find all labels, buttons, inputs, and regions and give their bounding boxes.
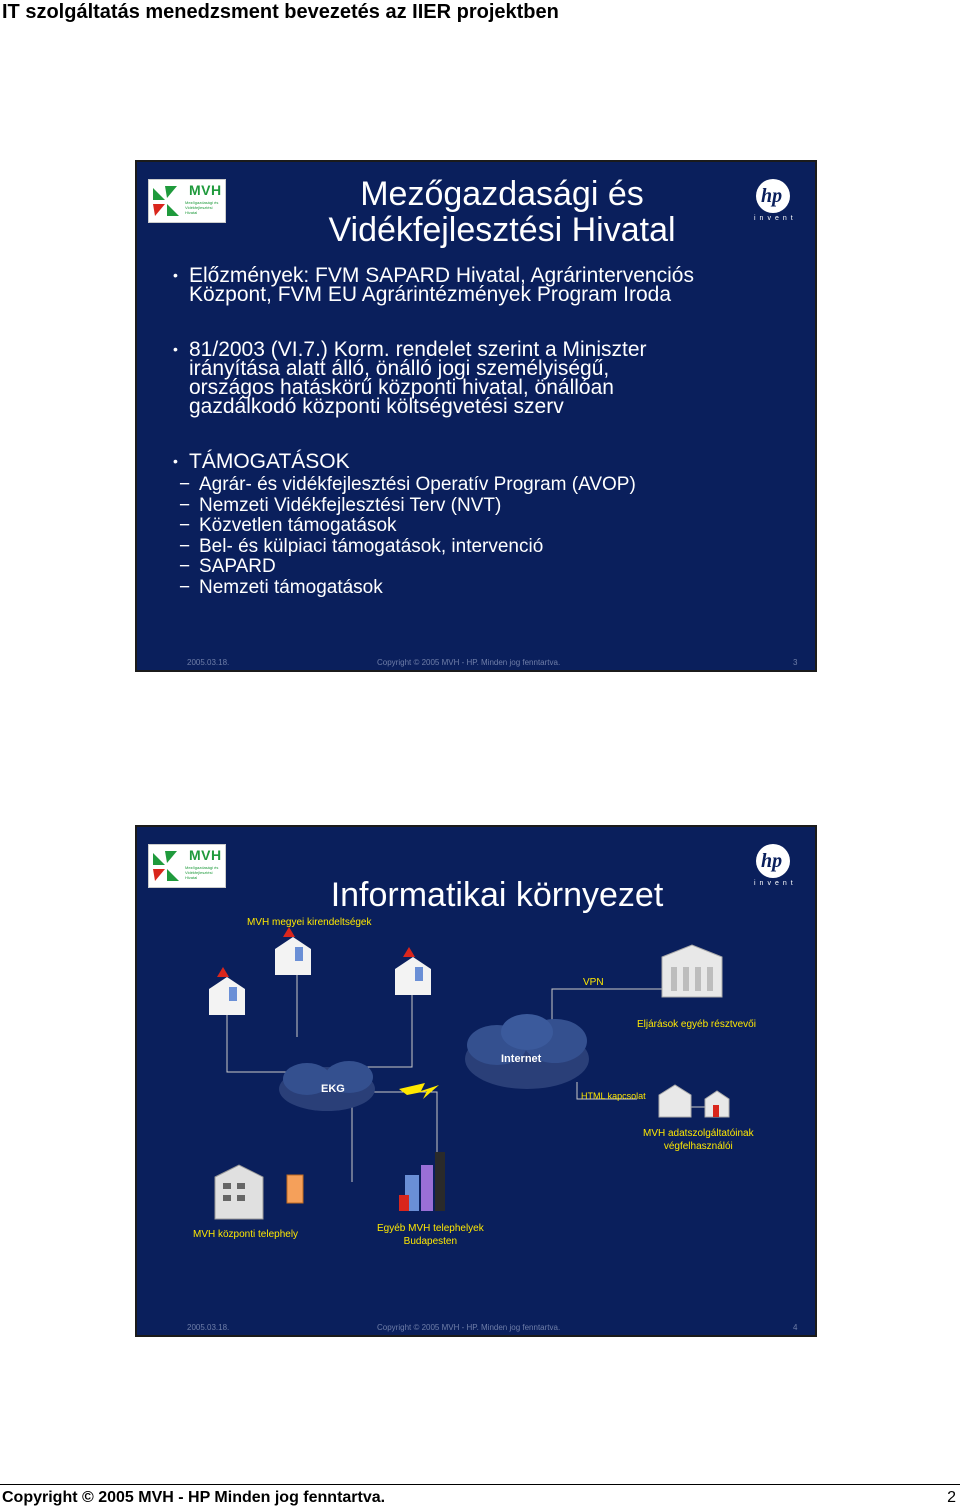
subsidy-item: − Nemzeti támogatások [173, 578, 773, 599]
slide-it-environment [135, 825, 817, 1337]
slide-date: 2005.03.18. [187, 1323, 230, 1332]
central-site-building-icon [215, 1165, 263, 1219]
slide-footer [137, 658, 817, 672]
mvh-logo-text: MVH [189, 847, 222, 863]
subsidy-item: − Nemzeti Vidékfejlesztési Terv (NVT) [173, 496, 773, 517]
label-procedure-participants: Eljárások egyéb résztvevői [637, 1019, 756, 1030]
other-sites-building-icon [399, 1152, 445, 1211]
county-office-icon [395, 947, 431, 995]
label-service-users [643, 1127, 754, 1153]
label-other-sites [377, 1222, 484, 1248]
label-line: Egyéb MVH telephelyek [377, 1223, 484, 1234]
bullet-subsidies [173, 452, 773, 598]
bullet-line: • TÁMOGATÁSOK [189, 450, 350, 473]
subsidy-item: − Közvetlen támogatások [173, 516, 773, 537]
user-house-icon [659, 1085, 691, 1117]
bullet-line: Központ, FVM EU Agrárintézmények Program Iroda [189, 283, 672, 306]
government-building-icon [662, 945, 722, 997]
subsidy-item: − Bel- és külpiaci támogatások, intervenció [173, 537, 773, 558]
subsidy-list [173, 475, 773, 598]
label-internet: Internet [501, 1053, 542, 1065]
mvh-logo-subtext: Mezőgazdasági és Vidékfejlesztési Hivatal [185, 200, 219, 215]
user-house-icon [705, 1091, 729, 1117]
slide-mvh-overview [135, 160, 817, 672]
subsidy-item: − SAPARD [173, 557, 773, 578]
label-county-offices: MVH megyei kirendeltségek [247, 917, 372, 928]
bullet-line: • 81/2003 (VI.7.) Korm. rendelet szerint a Miniszter [189, 338, 647, 361]
label-vpn: VPN [583, 977, 604, 988]
hp-logo-text: hp [761, 850, 783, 872]
link-county-3 [367, 992, 412, 1067]
title-line-1: Mezőgazdasági és [360, 175, 644, 213]
bullet-legal-status [173, 340, 773, 416]
network-diagram [137, 827, 817, 1337]
internet-cloud-icon [465, 1014, 589, 1089]
hp-invent-text: invent [754, 215, 797, 222]
slide-title: Informatikai környezet [330, 876, 664, 914]
bullet-list [173, 266, 773, 598]
slide-number: 3 [793, 658, 798, 667]
slide-copyright: Copyright © 2005 MVH - HP. Minden jog fenntartva. [377, 1323, 561, 1332]
county-office-icon [209, 967, 245, 1015]
bullet-line: irányítása alatt álló, önálló jogi személyiségű, [189, 357, 610, 380]
document-header: IT szolgáltatás menedzsment bevezetés az IIER projektben [2, 1, 559, 23]
label-central-site: MVH központi telephely [193, 1229, 299, 1240]
mvh-logo-subtext: Mezőgazdasági és Vidékfejlesztési Hivatal [185, 865, 219, 880]
bullet-line: országos hatáskörű központi hivatal, önállóan [189, 376, 614, 399]
bullet-line: • Előzmények: FVM SAPARD Hivatal, Agrárintervenciós [189, 264, 694, 287]
county-office-icon [275, 927, 311, 975]
slide-title [287, 176, 717, 248]
slide-footer [137, 1323, 817, 1337]
mvh-logo [148, 179, 226, 223]
firewall-icon [287, 1175, 303, 1203]
bullet-line: gazdálkodó központi költségvetési szerv [189, 395, 564, 418]
title-line-2: Vidékfejlesztési Hivatal [328, 211, 676, 249]
slide-date: 2005.03.18. [187, 658, 230, 667]
label-line: végfelhasználói [663, 1141, 733, 1152]
mvh-logo-text: MVH [189, 182, 222, 198]
label-line: MVH adatszolgáltatóinak [643, 1128, 754, 1139]
hp-logo [751, 179, 805, 223]
link-ekg-sites [365, 1092, 437, 1167]
label-line: Budapesten [403, 1236, 458, 1247]
label-html-connection: HTML kapcsolat [581, 1091, 646, 1101]
hp-logo-text: hp [761, 185, 783, 207]
page-footer [0, 1484, 960, 1506]
slide-copyright: Copyright © 2005 MVH - HP. Minden jog fenntartva. [377, 658, 561, 667]
hp-invent-text: invent [754, 880, 797, 887]
label-ekg: EKG [321, 1083, 345, 1095]
page-footer-copyright: Copyright © 2005 MVH - HP Minden jog fenntartva. [2, 1489, 386, 1506]
slide-number: 4 [793, 1323, 798, 1332]
bullet-history [173, 266, 773, 304]
mvh-clover-icon [149, 180, 189, 222]
link-county-ekg [227, 1012, 287, 1072]
lightning-icon [399, 1083, 439, 1099]
page-number: 2 [947, 1489, 956, 1506]
subsidy-item: − Agrár- és vidékfejlesztési Operatív Program (AVOP) [173, 475, 773, 496]
